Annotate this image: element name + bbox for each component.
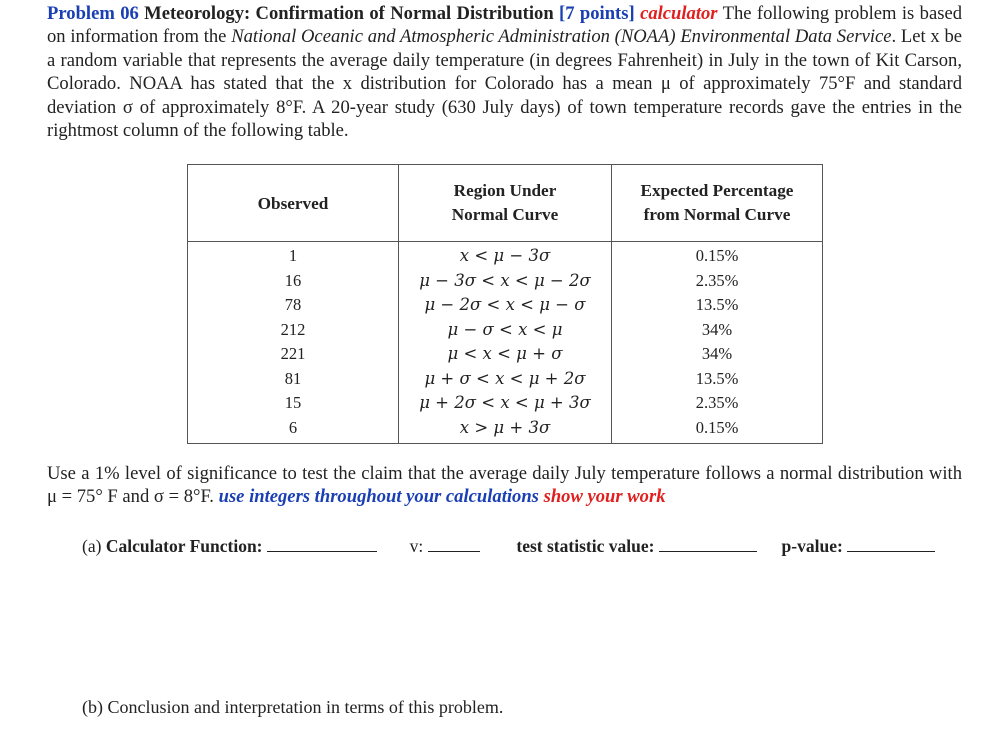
expected-column — [612, 242, 823, 444]
problem-label: Problem 06 — [47, 3, 139, 24]
task-statement — [47, 462, 962, 509]
p-value-label: p-value: — [781, 536, 843, 556]
expected-cell: 2.35% — [695, 393, 739, 412]
region-column — [399, 242, 612, 444]
observed-cell: 212 — [280, 319, 306, 339]
problem-text-1: The following problem is based on information from the — [47, 3, 963, 48]
part-b: (b) Conclusion and interpretation in terms of this problem. — [82, 697, 504, 717]
observed-cell: 221 — [280, 344, 306, 363]
problem-statement — [47, 2, 962, 142]
header-region: Region Under Normal Curve — [399, 165, 612, 242]
problem-source: National Oceanic and Atmospheric Administration (NOAA) Environmental Data Service — [231, 26, 892, 48]
expected-cell: 0.15% — [695, 246, 739, 265]
header-expected: Expected Percentage from Normal Curve — [612, 165, 823, 242]
task-text: Use a 1% level of significance to test the claim that the average daily July temperature follows a normal distribution with μ = 75° F and σ = 8°F. — [47, 463, 962, 508]
calculator-function-label: Calculator Function: — [105, 536, 263, 556]
region-cell: μ − 2σ < x < μ − σ — [424, 295, 586, 314]
distribution-table — [187, 164, 823, 444]
table-header-row — [188, 165, 823, 242]
part-a — [82, 536, 962, 557]
observed-cell: 16 — [284, 270, 302, 290]
observed-column — [188, 242, 399, 444]
p-value-blank[interactable] — [847, 537, 935, 552]
region-cell: μ − σ < x < μ — [447, 319, 563, 339]
observed-cell: 15 — [284, 393, 302, 412]
observed-cell: 81 — [284, 368, 302, 388]
region-cell: μ − 3σ < x < μ − 2σ — [419, 270, 591, 290]
expected-cell: 13.5% — [695, 368, 739, 388]
observed-cell: 1 — [288, 246, 298, 265]
expected-cell: 0.15% — [695, 417, 739, 437]
test-statistic-label: test statistic value: — [516, 536, 655, 556]
table-body-row — [188, 242, 823, 444]
expected-cell: 2.35% — [695, 270, 739, 290]
region-cell: μ < x < μ + σ — [447, 344, 563, 363]
region-cell: μ + 2σ < x < μ + 3σ — [419, 393, 591, 412]
df-blank[interactable] — [428, 537, 480, 552]
observed-cell: 6 — [288, 417, 298, 437]
region-cell: x > μ + 3σ — [459, 417, 551, 437]
problem-points: [7 points] — [559, 3, 635, 24]
df-label: v: — [409, 536, 424, 556]
problem-title: Meteorology: Confirmation of Normal Distribution — [144, 3, 554, 24]
calculator-function-blank[interactable] — [267, 537, 377, 552]
part-a-label: (a) — [82, 536, 102, 556]
observed-cell: 78 — [284, 295, 302, 314]
region-cell: x < μ − 3σ — [459, 246, 551, 265]
integers-instruction: use integers throughout your calculations — [218, 486, 539, 508]
expected-cell: 13.5% — [695, 295, 739, 314]
expected-cell: 34% — [701, 344, 733, 363]
expected-cell: 34% — [701, 319, 733, 339]
calculator-tag: calculator — [640, 3, 718, 24]
problem-text-2: . Let x be a random variable that represents the average daily temperature (in degrees Fahrenheit) in July in the town of Kit Carson, Colorado. NOAA has stated that the x distribution for Colorado has a mean μ of approximately 75°F and standard deviation σ of approximately 8°F. A 20-year study (630 July days) of town temperature records gave the entries in the rightmost column of the following table. — [47, 26, 962, 142]
work-instruction: show your work — [543, 486, 666, 508]
header-observed: Observed — [188, 165, 399, 242]
test-statistic-blank[interactable] — [659, 537, 757, 552]
region-cell: μ + σ < x < μ + 2σ — [424, 368, 586, 388]
